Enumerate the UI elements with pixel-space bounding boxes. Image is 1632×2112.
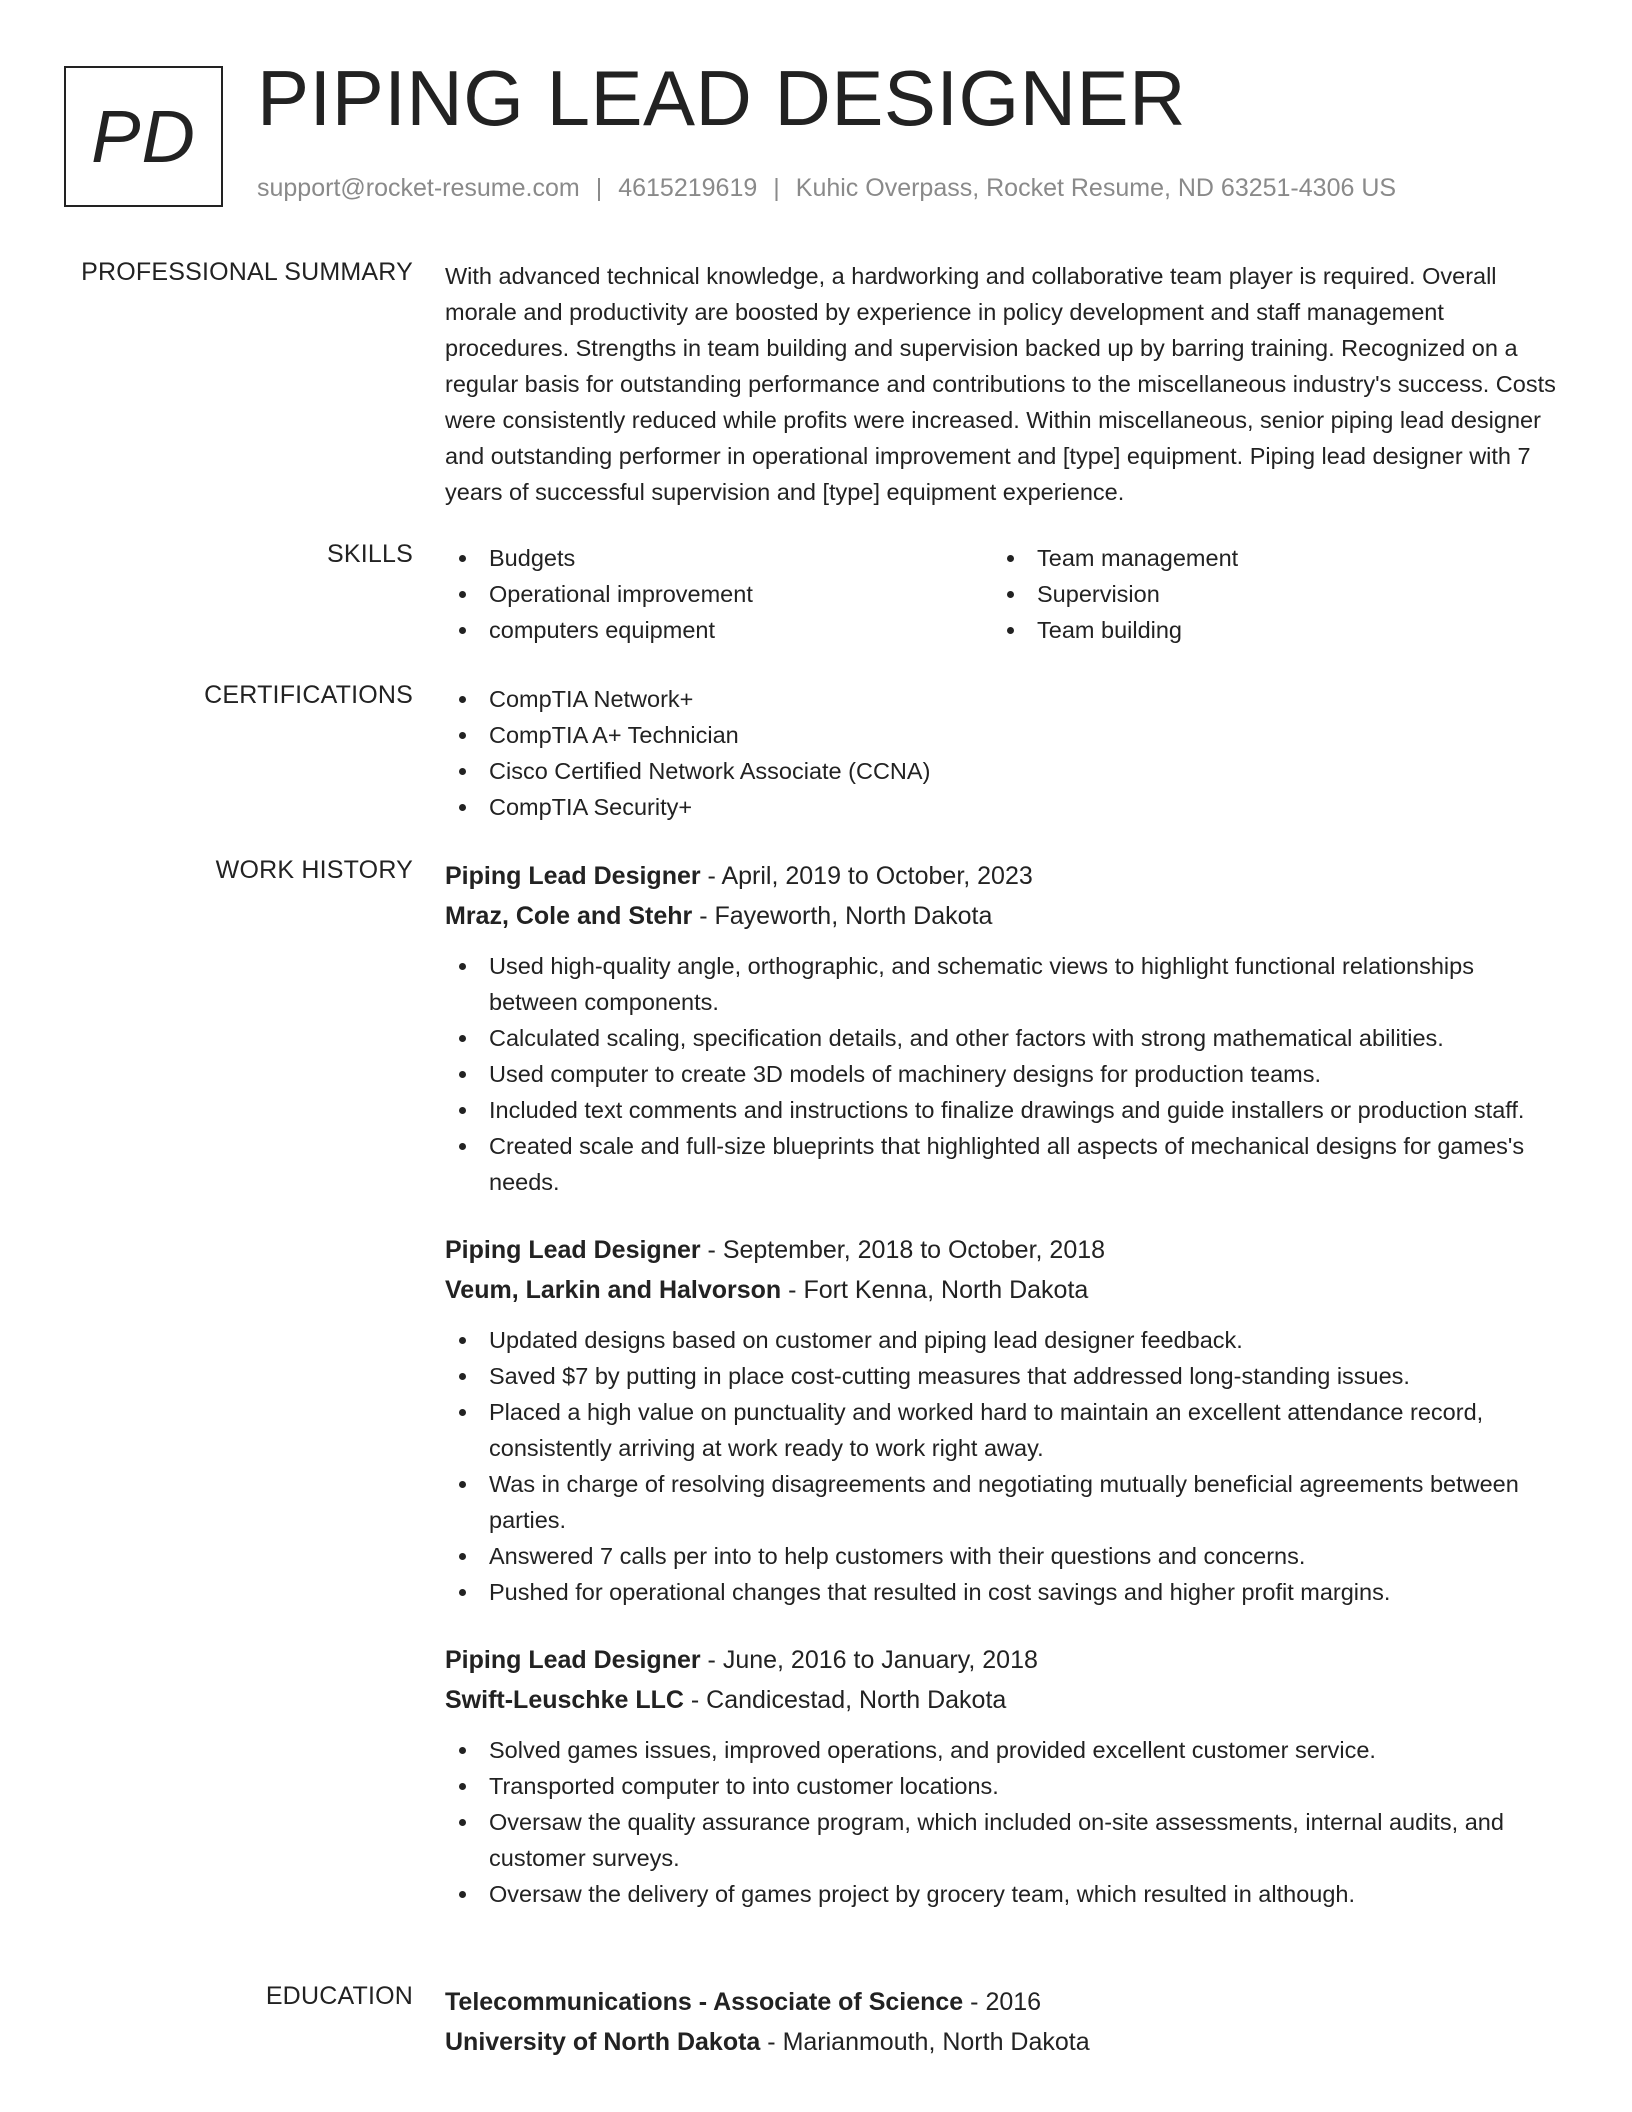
job-dates: September, 2018 to October, 2018 — [722, 1236, 1106, 1264]
job-bullet: Placed a high value on punctuality and worked hard to maintain an excellent attendance record, consistently arriving at work ready to work right away. — [445, 1394, 1557, 1466]
skill-item: computers equipment — [445, 612, 993, 648]
education-degree: Telecommunications - Associate of Science — [445, 1988, 964, 2016]
job-title: Piping Lead Designer — [445, 862, 701, 890]
job-location: Fort Kenna, North Dakota — [803, 1276, 1089, 1304]
section-heading-certifications: CERTIFICATIONS — [204, 681, 413, 709]
job-location: Fayeworth, North Dakota — [714, 902, 993, 930]
job-bullet: Included text comments and instructions to finalize drawings and guide installers or production staff. — [445, 1092, 1557, 1128]
email-link[interactable]: support@rocket-resume.com — [257, 174, 580, 202]
job-bullet: Updated designs based on customer and piping lead designer feedback. — [445, 1322, 1557, 1358]
address: Kuhic Overpass, Rocket Resume, ND 63251-4306 US — [795, 174, 1397, 202]
job-bullets — [445, 1732, 1557, 1912]
job-bullets — [445, 948, 1557, 1200]
job-title-line: Piping Lead Designer - September, 2018 to October, 2018 — [445, 1236, 1106, 1264]
section-heading-skills: SKILLS — [327, 540, 413, 568]
job-bullet: Created scale and full-size blueprints that highlighted all aspects of mechanical designs for games's needs. — [445, 1128, 1557, 1200]
job-bullet: Oversaw the quality assurance program, which included on-site assessments, internal audits, and customer surveys. — [445, 1804, 1557, 1876]
job-bullet: Pushed for operational changes that resulted in cost savings and higher profit margins. — [445, 1574, 1557, 1610]
section-heading-education: EDUCATION — [265, 1982, 413, 2010]
certifications-list — [445, 681, 1557, 825]
job-title: Piping Lead Designer — [445, 1646, 701, 1674]
certifications-body — [445, 681, 1557, 825]
job-location: Candicestad, North Dakota — [706, 1686, 1007, 1714]
job-dates: April, 2019 to October, 2023 — [721, 862, 1033, 890]
certification-item: CompTIA Security+ — [445, 789, 1557, 825]
skill-item: Budgets — [445, 540, 993, 576]
skills-column-1 — [445, 540, 993, 648]
phone-number: 4615219619 — [618, 174, 758, 202]
job-bullet: Oversaw the delivery of games project by grocery team, which resulted in although. — [445, 1876, 1557, 1912]
education-body — [445, 1982, 1557, 2062]
education-school-line: University of North Dakota - Marianmouth, North Dakota — [445, 2028, 1090, 2056]
skill-item: Supervision — [993, 576, 1541, 612]
job-bullets — [445, 1322, 1557, 1610]
summary-text: With advanced technical knowledge, a hardworking and collaborative team player is required. Overall morale and productivity are boosted by experience in policy development and staff management procedures. Strengths in team building and supervision backed up by barring training. Recognized on a regular basis for outstanding performance and contributions to the miscellaneous industry's success. Costs were consistently reduced while profits were increased. Within miscellaneous, senior piping lead designer and outstanding performer in operational improvement and [type] equipment. Piping lead designer with 7 years of successful supervision and [type] equipment experience. — [445, 263, 1556, 505]
job-company: Swift-Leuschke LLC — [445, 1686, 684, 1714]
education-year: 2016 — [985, 1988, 1042, 2016]
education-location: Marianmouth, North Dakota — [782, 2028, 1090, 2056]
job-company-line: Mraz, Cole and Stehr - Fayeworth, North Dakota — [445, 902, 993, 930]
section-heading-work-history: WORK HISTORY — [215, 856, 413, 884]
monogram-logo: PD — [64, 66, 223, 207]
job-bullet: Solved games issues, improved operations, and provided excellent customer service. — [445, 1732, 1557, 1768]
certification-item: Cisco Certified Network Associate (CCNA) — [445, 753, 1557, 789]
job-company-line: Swift-Leuschke LLC - Candicestad, North Dakota — [445, 1686, 1007, 1714]
education-degree-line: Telecommunications - Associate of Science - 2016 — [445, 1988, 1042, 2016]
job-title: Piping Lead Designer — [445, 1236, 701, 1264]
job-company-line: Veum, Larkin and Halvorson - Fort Kenna, North Dakota — [445, 1276, 1089, 1304]
job-entry — [445, 1640, 1557, 1912]
job-bullet: Saved $7 by putting in place cost-cutting measures that addressed long-standing issues. — [445, 1358, 1557, 1394]
job-bullet: Used computer to create 3D models of machinery designs for production teams. — [445, 1056, 1557, 1092]
contact-line — [257, 174, 1396, 203]
job-title-line: Piping Lead Designer - June, 2016 to January, 2018 — [445, 1646, 1038, 1674]
skill-item: Operational improvement — [445, 576, 993, 612]
job-title-line: Piping Lead Designer - April, 2019 to October, 2023 — [445, 862, 1033, 890]
job-bullet: Calculated scaling, specification details, and other factors with strong mathematical abilities. — [445, 1020, 1557, 1056]
skills-column-2 — [993, 540, 1541, 648]
section-heading-summary: PROFESSIONAL SUMMARY — [81, 258, 413, 286]
skill-item: Team management — [993, 540, 1541, 576]
job-entry — [445, 1230, 1557, 1610]
resume-title: PIPING LEAD DESIGNER — [257, 54, 1186, 142]
job-entry — [445, 856, 1557, 1200]
job-company: Veum, Larkin and Halvorson — [445, 1276, 782, 1304]
job-company: Mraz, Cole and Stehr — [445, 902, 693, 930]
job-bullet: Transported computer to into customer locations. — [445, 1768, 1557, 1804]
job-bullet: Was in charge of resolving disagreements and negotiating mutually beneficial agreements between parties. — [445, 1466, 1557, 1538]
separator: | — [773, 174, 780, 202]
job-bullet: Answered 7 calls per into to help customers with their questions and concerns. — [445, 1538, 1557, 1574]
certification-item: CompTIA Network+ — [445, 681, 1557, 717]
skills-body — [445, 540, 1557, 648]
job-dates: June, 2016 to January, 2018 — [722, 1646, 1038, 1674]
separator: | — [595, 174, 603, 202]
job-bullet: Used high-quality angle, orthographic, and schematic views to highlight functional relationships between components. — [445, 948, 1557, 1020]
skill-item: Team building — [993, 612, 1541, 648]
education-school: University of North Dakota — [445, 2028, 761, 2056]
work-history-body — [445, 856, 1557, 1942]
certification-item: CompTIA A+ Technician — [445, 717, 1557, 753]
